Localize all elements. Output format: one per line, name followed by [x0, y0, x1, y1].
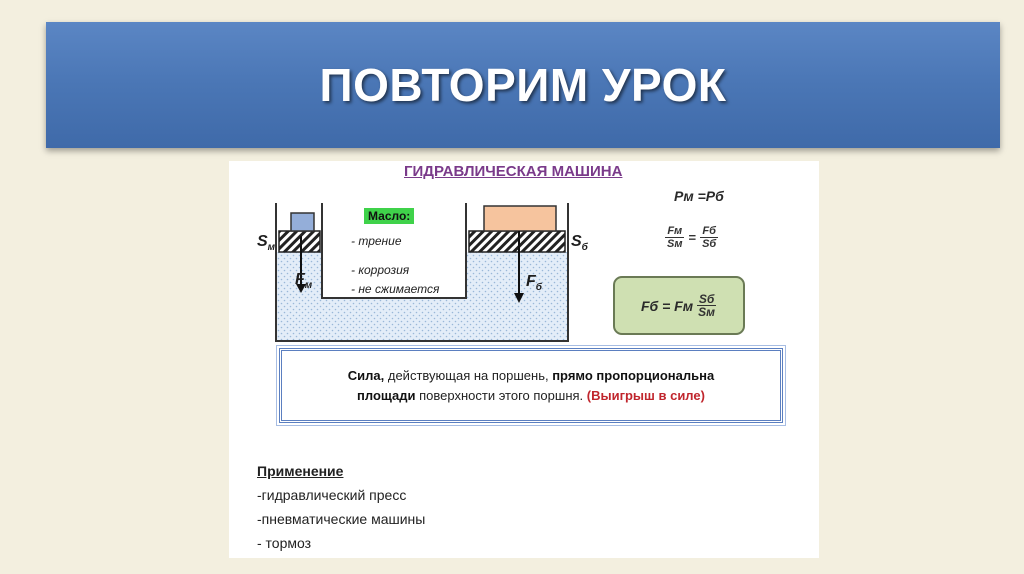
rule-line-1: Сила, действующая на поршень, прямо пропорциональна [347, 367, 715, 383]
slide-title: ПОВТОРИМ УРОК [319, 59, 727, 111]
application-item: -пневматические машины [257, 511, 426, 527]
oil-item-incompressible: - не сжимается [351, 282, 440, 296]
panel-title: ГИДРАВЛИЧЕСКАЯ МАШИНА [404, 163, 623, 180]
content-panel [229, 161, 819, 558]
small-piston [279, 231, 320, 252]
fluid [276, 252, 568, 341]
large-force-label: $F_б$ [526, 273, 542, 294]
pressure-equation: Pм =Pб [674, 188, 724, 204]
rule-line-2: площади поверхности этого поршня. (Выигрыш в силе) [357, 387, 705, 403]
small-weight [291, 213, 314, 231]
small-area-label: $S_м$ [257, 233, 276, 254]
large-piston [469, 231, 565, 252]
oil-heading: Масло: [364, 208, 414, 224]
title-banner [46, 22, 1000, 148]
ratio-equation: $\frac{Fм}{Sм}$ = $\frac{Fб}{Sб}$ [667, 225, 717, 250]
application-item: - тормоз [257, 535, 312, 551]
applications-header: Применение [257, 463, 344, 479]
force-formula-box: Fб = Fм $\frac{Sб}{Sм}$ [613, 276, 745, 335]
large-weight [484, 206, 556, 231]
oil-item-friction: - трение [351, 234, 402, 248]
application-item: -гидравлический пресс [257, 487, 407, 503]
fraction-left: $\frac{Fм}{Sм}$ [667, 225, 683, 250]
large-area-label: $S_б$ [571, 233, 588, 254]
fraction-right: $\frac{Fб}{Sб}$ [702, 225, 717, 250]
rule-statement-box [279, 348, 783, 423]
applications-list [257, 459, 425, 555]
small-force-label: $F_м$ [295, 271, 313, 292]
oil-item-corrosion: - коррозия [351, 263, 410, 277]
fraction-result: $\frac{Sб}{Sм}$ [698, 292, 715, 319]
